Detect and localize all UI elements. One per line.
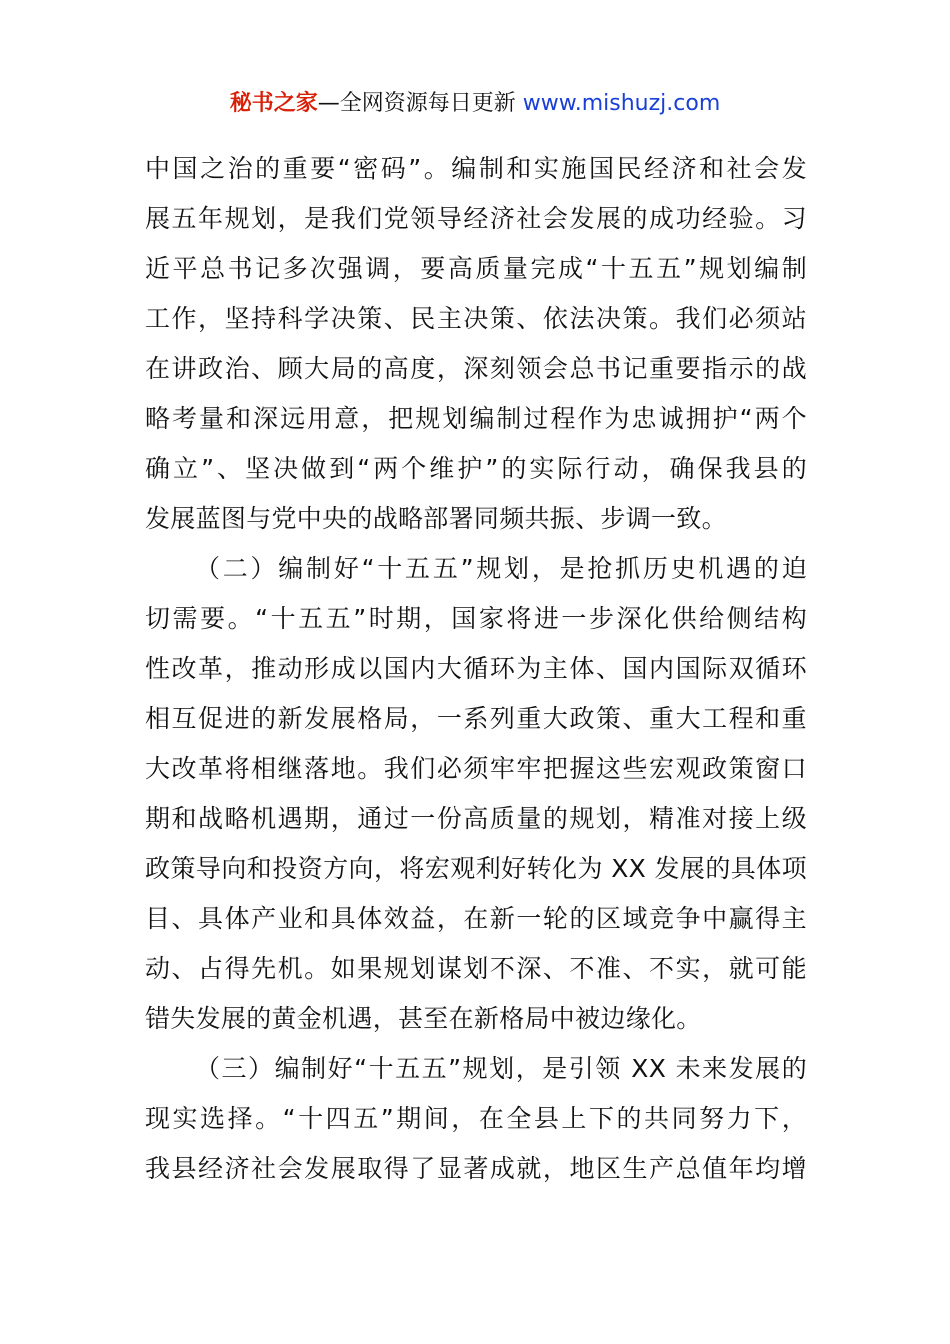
text-line: 性改革，推动形成以国内大循环为主体、国内国际双循环 [145,654,807,683]
text-line: 相互促进的新发展格局，一系列重大政策、重大工程和重 [145,704,807,733]
text-line: 近平总书记多次强调，要高质量完成“十五五”规划编制 [145,254,807,283]
site-brand: 秘书之家 [229,91,318,116]
site-slogan: —全网资源每日更新 [317,91,523,116]
text-line: 政策导向和投资方向，将宏观利好转化为 XX 发展的具体项 [145,854,807,883]
document-body [145,144,807,1194]
text-line: 中国之治的重要“密码”。编制和实施国民经济和社会发 [145,154,807,183]
site-header [0,84,950,124]
text-line: 我县经济社会发展取得了显著成就，地区生产总值年均增 [145,1154,807,1183]
text-line: 发展蓝图与党中央的战略部署同频共振、步调一致。 [145,504,727,533]
text-line: （三）编制好“十五五”规划，是引领 XX 未来发展的 [195,1054,807,1083]
text-line: 略考量和深远用意，把规划编制过程作为忠诚拥护“两个 [145,404,807,433]
text-line: 确立”、坚决做到“两个维护”的实际行动，确保我县的 [145,454,807,483]
text-line: 切需要。“十五五”时期，国家将进一步深化供给侧结构 [145,604,807,633]
text-line: 展五年规划，是我们党领导经济社会发展的成功经验。习 [145,204,807,233]
text-line: 动、占得先机。如果规划谋划不深、不准、不实，就可能 [145,954,807,983]
text-line: 目、具体产业和具体效益，在新一轮的区域竞争中赢得主 [145,904,807,933]
text-line: 现实选择。“十四五”期间，在全县上下的共同努力下， [145,1104,807,1133]
text-line: 期和战略机遇期，通过一份高质量的规划，精准对接上级 [145,804,807,833]
site-url-link[interactable]: www.mishuzj.com [522,91,721,116]
text-line: 错失发展的黄金机遇，甚至在新格局中被边缘化。 [145,1004,702,1033]
text-line: 在讲政治、顾大局的高度，深刻领会总书记重要指示的战 [145,354,807,383]
text-line: 工作，坚持科学决策、民主决策、依法决策。我们必须站 [145,304,807,333]
text-line: 大改革将相继落地。我们必须牢牢把握这些宏观政策窗口 [145,754,807,783]
text-line: （二）编制好“十五五”规划，是抢抓历史机遇的迫 [195,554,807,583]
